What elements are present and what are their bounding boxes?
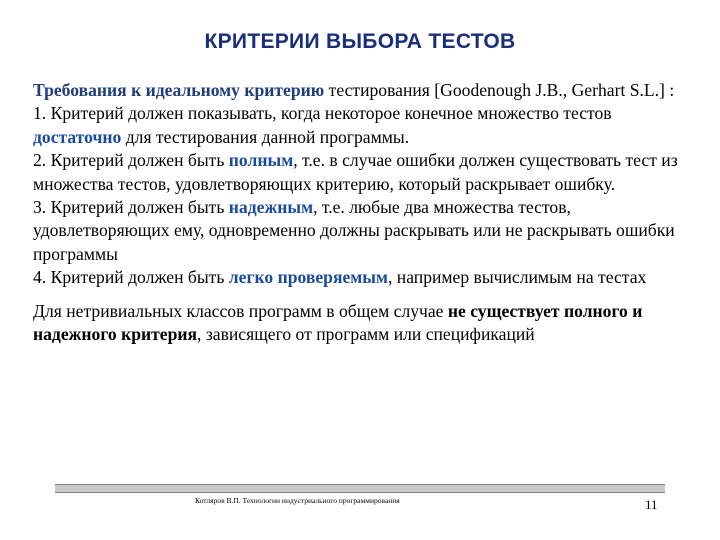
summary-paragraph [33, 300, 698, 347]
summary-bold: не существует полного и надежного критерия [33, 300, 643, 345]
requirement-item-1 [33, 102, 698, 149]
intro-paragraph [33, 79, 698, 102]
summary-text: , зависящего от программ или спецификаций [197, 324, 535, 345]
item-text: 4. Критерий должен быть [33, 267, 229, 288]
slide-title: КРИТЕРИИ ВЫБОРА ТЕСТОВ [204, 30, 516, 53]
item-text: 3. Критерий должен быть [33, 197, 229, 218]
requirement-item-2 [33, 149, 698, 196]
item-highlight: достаточно [33, 126, 122, 147]
item-text: 2. Критерий должен быть [33, 150, 229, 171]
item-highlight: полным [228, 150, 294, 171]
item-text: для тестирования данной программы. [121, 126, 410, 147]
item-highlight: надежным [228, 197, 314, 218]
item-highlight: легко проверяемым [228, 267, 388, 288]
item-text: , т.е. в случае ошибки должен существовать тест из множества тестов, удовлетворяющих критерию, который раскрывает ошибку. [33, 150, 678, 194]
intro-bold-lead: Требования к идеальному критерию [33, 80, 325, 100]
requirement-item-4 [33, 266, 698, 289]
item-text: 1. Критерий должен показывать, когда некоторое конечное множество тестов [33, 103, 612, 124]
summary-text: Для нетривиальных классов программ в общем случае [33, 300, 448, 321]
page-number: 11 [645, 497, 658, 512]
footer-divider-bar [55, 484, 665, 493]
item-text: , например вычислимым на тестах [387, 267, 647, 288]
requirement-item-3 [33, 196, 698, 266]
item-text: , т.е. любые два множества тестов, удовлетворяющих ему, одновременно должны раскрывать или не раскрывать ошибки программы [33, 197, 675, 264]
slide-content [33, 79, 698, 346]
intro-rest: тестирования [Goodenough J.B., Gerhart S.L.] : [324, 80, 675, 100]
footer-author-text: Котляров В.П. Технологии индустриального программирования [195, 496, 400, 505]
